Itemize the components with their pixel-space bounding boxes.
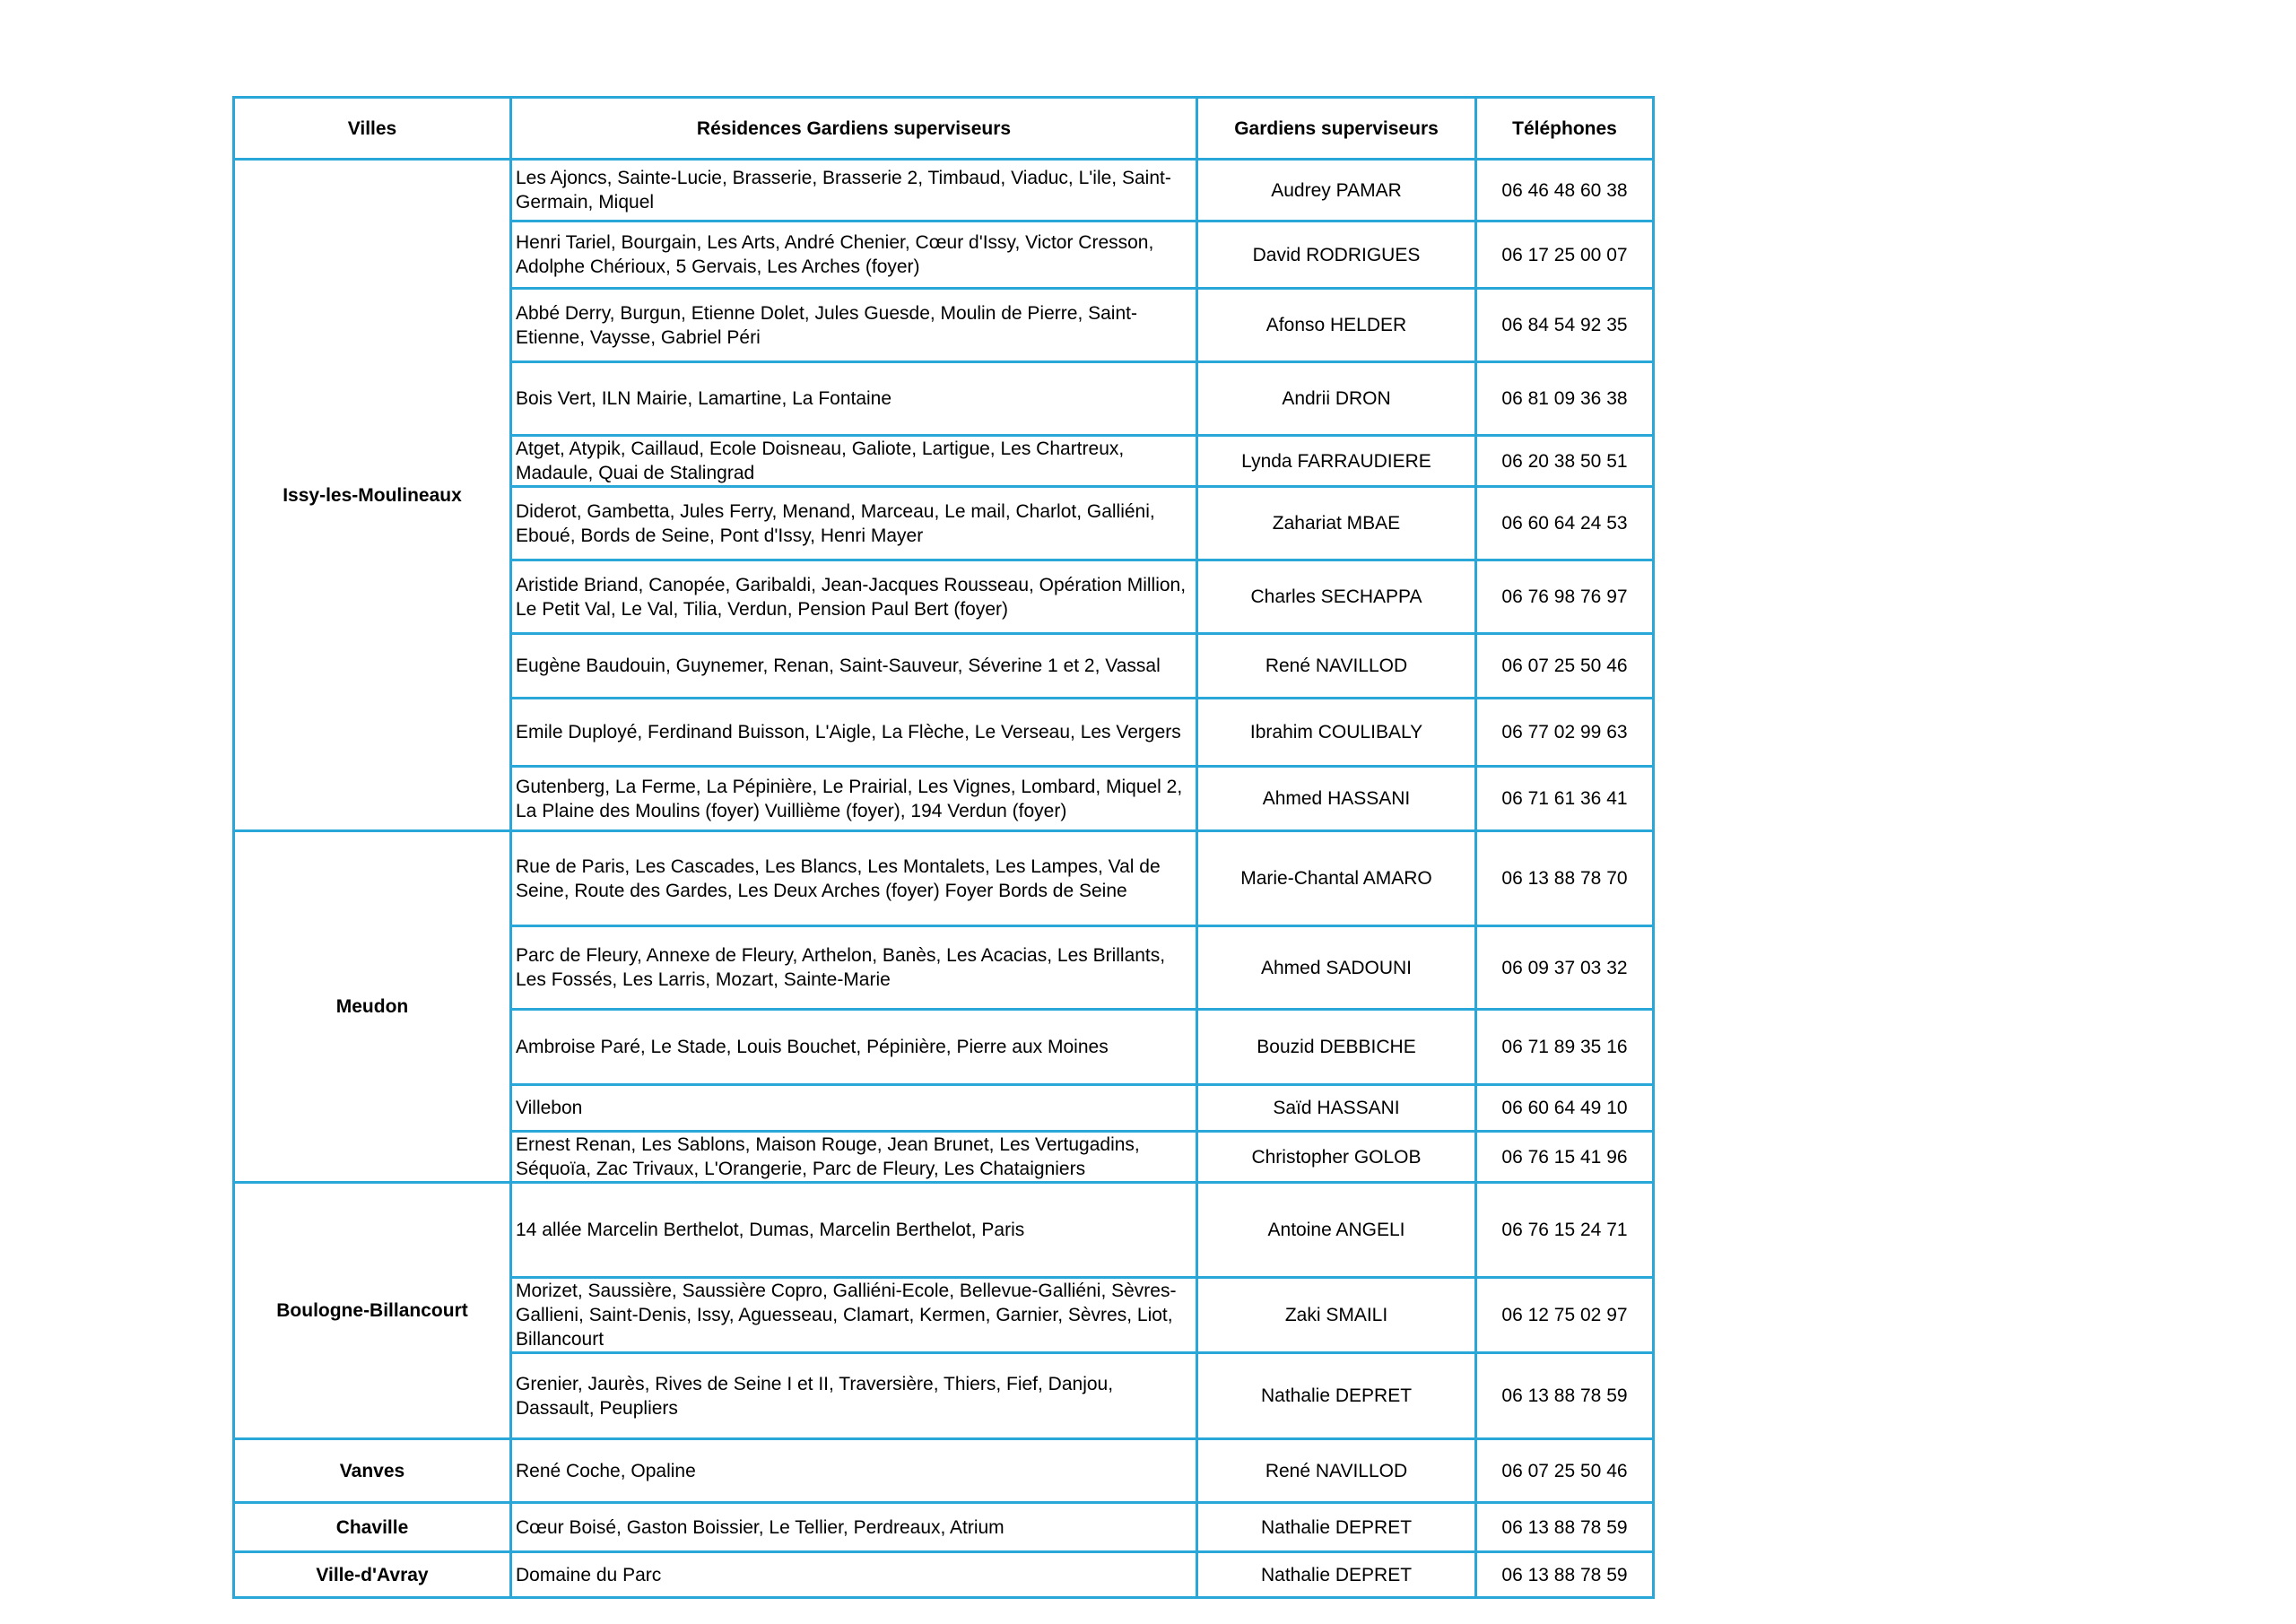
residences-cell: Bois Vert, ILN Mairie, Lamartine, La Fontaine xyxy=(511,362,1197,436)
residences-cell: Les Ajoncs, Sainte-Lucie, Brasserie, Brasserie 2, Timbaud, Viaduc, L'ile, Saint-Germain, Miquel xyxy=(511,160,1197,221)
phone-cell: 06 17 25 00 07 xyxy=(1476,221,1654,289)
residences-cell: Grenier, Jaurès, Rives de Seine I et II, Traversière, Thiers, Fief, Danjou, Dassault, Peupliers xyxy=(511,1353,1197,1439)
table-row xyxy=(234,831,1654,926)
table-row xyxy=(234,1439,1654,1503)
phone-cell: 06 71 89 35 16 xyxy=(1476,1010,1654,1085)
residences-cell: Morizet, Saussière, Saussière Copro, Galliéni-Ecole, Bellevue-Galliéni, Sèvres-Gallieni, Saint-Denis, Issy, Aguesseau, Clamart, Kermen, Garnier, Sèvres, Liot, Billancourt xyxy=(511,1278,1197,1353)
phone-cell: 06 13 88 78 59 xyxy=(1476,1353,1654,1439)
residences-cell: Aristide Briand, Canopée, Garibaldi, Jean-Jacques Rousseau, Opération Million, Le Petit Val, Le Val, Tilia, Verdun, Pension Paul Bert (foyer) xyxy=(511,560,1197,634)
phone-cell: 06 76 15 41 96 xyxy=(1476,1132,1654,1183)
residences-cell: Atget, Atypik, Caillaud, Ecole Doisneau, Galiote, Lartigue, Les Chartreux, Madaule, Quai de Stalingrad xyxy=(511,436,1197,487)
supervisor-cell: René NAVILLOD xyxy=(1197,1439,1476,1503)
table-row xyxy=(234,160,1654,221)
supervisor-cell: Afonso HELDER xyxy=(1197,289,1476,362)
residences-cell: Domaine du Parc xyxy=(511,1552,1197,1598)
header-residences: Résidences Gardiens superviseurs xyxy=(511,98,1197,160)
residences-cell: 14 allée Marcelin Berthelot, Dumas, Marcelin Berthelot, Paris xyxy=(511,1183,1197,1278)
supervisor-cell: Bouzid DEBBICHE xyxy=(1197,1010,1476,1085)
phone-cell: 06 81 09 36 38 xyxy=(1476,362,1654,436)
phone-cell: 06 60 64 49 10 xyxy=(1476,1085,1654,1132)
supervisor-cell: Christopher GOLOB xyxy=(1197,1132,1476,1183)
table-row xyxy=(234,1503,1654,1552)
residences-cell: René Coche, Opaline xyxy=(511,1439,1197,1503)
supervisor-cell: Antoine ANGELI xyxy=(1197,1183,1476,1278)
phone-cell: 06 13 88 78 59 xyxy=(1476,1552,1654,1598)
supervisor-cell: Zaki SMAILI xyxy=(1197,1278,1476,1353)
city-cell: Issy-les-Moulineaux xyxy=(234,160,511,831)
residences-cell: Ambroise Paré, Le Stade, Louis Bouchet, Pépinière, Pierre aux Moines xyxy=(511,1010,1197,1085)
phone-cell: 06 12 75 02 97 xyxy=(1476,1278,1654,1353)
city-cell: Meudon xyxy=(234,831,511,1183)
supervisor-cell: Nathalie DEPRET xyxy=(1197,1552,1476,1598)
phone-cell: 06 71 61 36 41 xyxy=(1476,767,1654,831)
residences-cell: Cœur Boisé, Gaston Boissier, Le Tellier, Perdreaux, Atrium xyxy=(511,1503,1197,1552)
city-cell: Vanves xyxy=(234,1439,511,1503)
residences-cell: Rue de Paris, Les Cascades, Les Blancs, Les Montalets, Les Lampes, Val de Seine, Route des Gardes, Les Deux Arches (foyer) Foyer Bords de Seine xyxy=(511,831,1197,926)
table-row xyxy=(234,1183,1654,1278)
city-cell: Boulogne-Billancourt xyxy=(234,1183,511,1439)
header-phone: Téléphones xyxy=(1476,98,1654,160)
phone-cell: 06 07 25 50 46 xyxy=(1476,634,1654,699)
phone-cell: 06 20 38 50 51 xyxy=(1476,436,1654,487)
supervisors-table xyxy=(232,96,1655,1599)
supervisor-cell: Andrii DRON xyxy=(1197,362,1476,436)
phone-cell: 06 09 37 03 32 xyxy=(1476,926,1654,1010)
supervisor-cell: René NAVILLOD xyxy=(1197,634,1476,699)
phone-cell: 06 84 54 92 35 xyxy=(1476,289,1654,362)
residences-cell: Eugène Baudouin, Guynemer, Renan, Saint-Sauveur, Séverine 1 et 2, Vassal xyxy=(511,634,1197,699)
supervisor-cell: Saïd HASSANI xyxy=(1197,1085,1476,1132)
residences-cell: Abbé Derry, Burgun, Etienne Dolet, Jules Guesde, Moulin de Pierre, Saint-Etienne, Vaysse, Gabriel Péri xyxy=(511,289,1197,362)
header-row xyxy=(234,98,1654,160)
header-city: Villes xyxy=(234,98,511,160)
phone-cell: 06 13 88 78 70 xyxy=(1476,831,1654,926)
city-cell: Chaville xyxy=(234,1503,511,1552)
residences-cell: Gutenberg, La Ferme, La Pépinière, Le Prairial, Les Vignes, Lombard, Miquel 2, La Plaine des Moulins (foyer) Vuillième (foyer), 194 Verdun (foyer) xyxy=(511,767,1197,831)
header-supervisor: Gardiens superviseurs xyxy=(1197,98,1476,160)
supervisor-cell: David RODRIGUES xyxy=(1197,221,1476,289)
residences-cell: Henri Tariel, Bourgain, Les Arts, André Chenier, Cœur d'Issy, Victor Cresson, Adolphe Chérioux, 5 Gervais, Les Arches (foyer) xyxy=(511,221,1197,289)
table-row xyxy=(234,1552,1654,1598)
supervisor-cell: Zahariat MBAE xyxy=(1197,487,1476,560)
table-header xyxy=(234,98,1654,160)
phone-cell: 06 76 98 76 97 xyxy=(1476,560,1654,634)
supervisor-cell: Nathalie DEPRET xyxy=(1197,1353,1476,1439)
phone-cell: 06 77 02 99 63 xyxy=(1476,699,1654,767)
supervisor-cell: Charles SECHAPPA xyxy=(1197,560,1476,634)
residences-cell: Emile Duployé, Ferdinand Buisson, L'Aigle, La Flèche, Le Verseau, Les Vergers xyxy=(511,699,1197,767)
residences-cell: Diderot, Gambetta, Jules Ferry, Menand, Marceau, Le mail, Charlot, Galliéni, Eboué, Bords de Seine, Pont d'Issy, Henri Mayer xyxy=(511,487,1197,560)
residences-cell: Parc de Fleury, Annexe de Fleury, Arthelon, Banès, Les Acacias, Les Brillants, Les Fossés, Les Larris, Mozart, Sainte-Marie xyxy=(511,926,1197,1010)
supervisors-sheet xyxy=(232,96,1655,1599)
city-cell: Ville-d'Avray xyxy=(234,1552,511,1598)
phone-cell: 06 76 15 24 71 xyxy=(1476,1183,1654,1278)
supervisor-cell: Ahmed SADOUNI xyxy=(1197,926,1476,1010)
supervisor-cell: Nathalie DEPRET xyxy=(1197,1503,1476,1552)
residences-cell: Villebon xyxy=(511,1085,1197,1132)
table-body xyxy=(234,160,1654,1598)
supervisor-cell: Lynda FARRAUDIERE xyxy=(1197,436,1476,487)
phone-cell: 06 13 88 78 59 xyxy=(1476,1503,1654,1552)
phone-cell: 06 46 48 60 38 xyxy=(1476,160,1654,221)
residences-cell: Ernest Renan, Les Sablons, Maison Rouge, Jean Brunet, Les Vertugadins, Séquoïa, Zac Trivaux, L'Orangerie, Parc de Fleury, Les Chataigniers xyxy=(511,1132,1197,1183)
supervisor-cell: Ibrahim COULIBALY xyxy=(1197,699,1476,767)
phone-cell: 06 60 64 24 53 xyxy=(1476,487,1654,560)
supervisor-cell: Marie-Chantal AMARO xyxy=(1197,831,1476,926)
supervisor-cell: Audrey PAMAR xyxy=(1197,160,1476,221)
supervisor-cell: Ahmed HASSANI xyxy=(1197,767,1476,831)
phone-cell: 06 07 25 50 46 xyxy=(1476,1439,1654,1503)
